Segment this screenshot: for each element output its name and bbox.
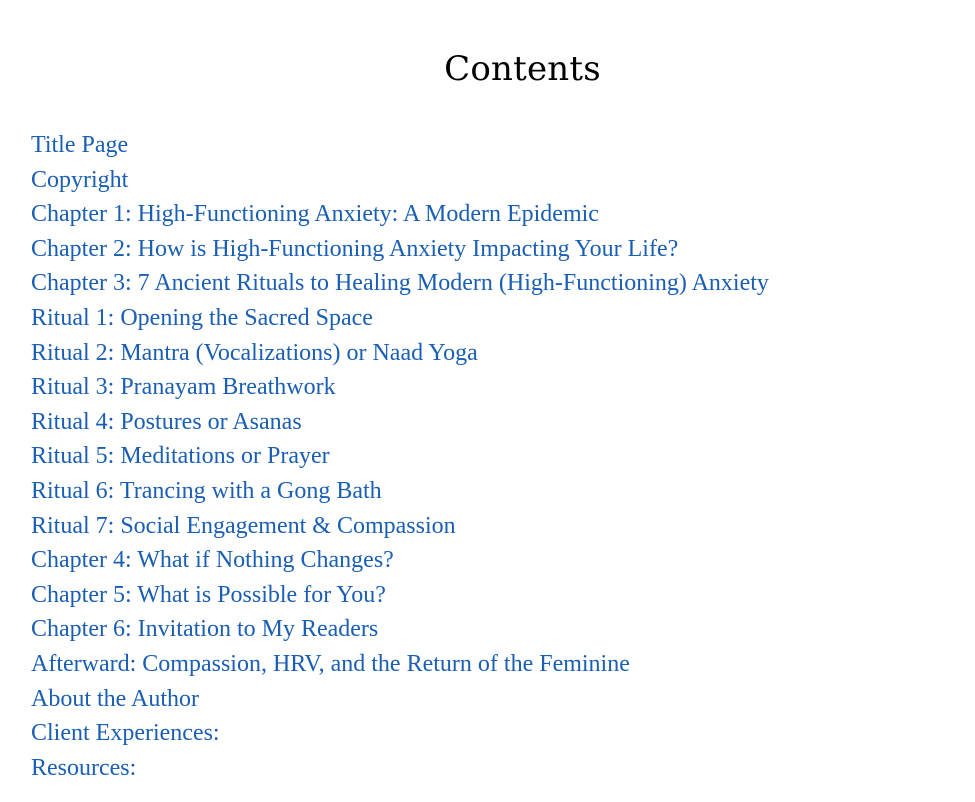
- toc-item: [31, 128, 769, 163]
- toc-link-chapter-4[interactable]: Chapter 4: What if Nothing Changes?: [31, 547, 394, 574]
- toc-item: [31, 163, 769, 198]
- toc-item: [31, 543, 769, 578]
- toc-item: [31, 716, 769, 751]
- toc-link-ritual-4[interactable]: Ritual 4: Postures or Asanas: [31, 408, 302, 435]
- toc-item: [31, 405, 769, 440]
- toc-link-afterward[interactable]: Afterward: Compassion, HRV, and the Return of the Feminine: [31, 650, 630, 677]
- toc-link-resources[interactable]: Resources:: [31, 754, 137, 781]
- toc-item: [31, 370, 769, 405]
- toc-link-chapter-5[interactable]: Chapter 5: What is Possible for You?: [31, 581, 386, 608]
- toc-link-chapter-3[interactable]: Chapter 3: 7 Ancient Rituals to Healing Modern (High-Functioning) Anxiety: [31, 270, 769, 297]
- toc-link-ritual-5[interactable]: Ritual 5: Meditations or Prayer: [31, 443, 330, 470]
- toc-item: [31, 266, 769, 301]
- page-title: Contents: [444, 48, 601, 89]
- toc-link-client-experiences[interactable]: Client Experiences:: [31, 720, 220, 747]
- toc-link-ritual-3[interactable]: Ritual 3: Pranayam Breathwork: [31, 374, 336, 401]
- toc-item: [31, 439, 769, 474]
- toc-item: [31, 232, 769, 267]
- toc-link-ritual-1[interactable]: Ritual 1: Opening the Sacred Space: [31, 304, 373, 331]
- toc-item: [31, 578, 769, 613]
- toc-item: [31, 612, 769, 647]
- toc-link-title-page[interactable]: Title Page: [31, 132, 129, 158]
- toc-link-about-the-author[interactable]: About the Author: [31, 685, 199, 712]
- toc-link-chapter-2[interactable]: Chapter 2: How is High-Functioning Anxiety Impacting Your Life?: [31, 235, 679, 262]
- toc-link-ritual-6[interactable]: Ritual 6: Trancing with a Gong Bath: [31, 477, 382, 504]
- toc-link-ritual-7[interactable]: Ritual 7: Social Engagement & Compassion: [31, 512, 456, 539]
- toc-item: [31, 751, 769, 786]
- toc-item: [31, 474, 769, 509]
- toc-link-chapter-6[interactable]: Chapter 6: Invitation to My Readers: [31, 616, 379, 643]
- toc-item: [31, 336, 769, 371]
- table-of-contents: [31, 128, 769, 785]
- toc-item: [31, 509, 769, 544]
- toc-item: [31, 197, 769, 232]
- toc-item: [31, 682, 769, 717]
- toc-item: [31, 647, 769, 682]
- toc-link-chapter-1[interactable]: Chapter 1: High-Functioning Anxiety: A Modern Epidemic: [31, 201, 599, 228]
- toc-link-ritual-2[interactable]: Ritual 2: Mantra (Vocalizations) or Naad Yoga: [31, 339, 478, 366]
- toc-link-copyright[interactable]: Copyright: [31, 166, 129, 193]
- toc-item: [31, 301, 769, 336]
